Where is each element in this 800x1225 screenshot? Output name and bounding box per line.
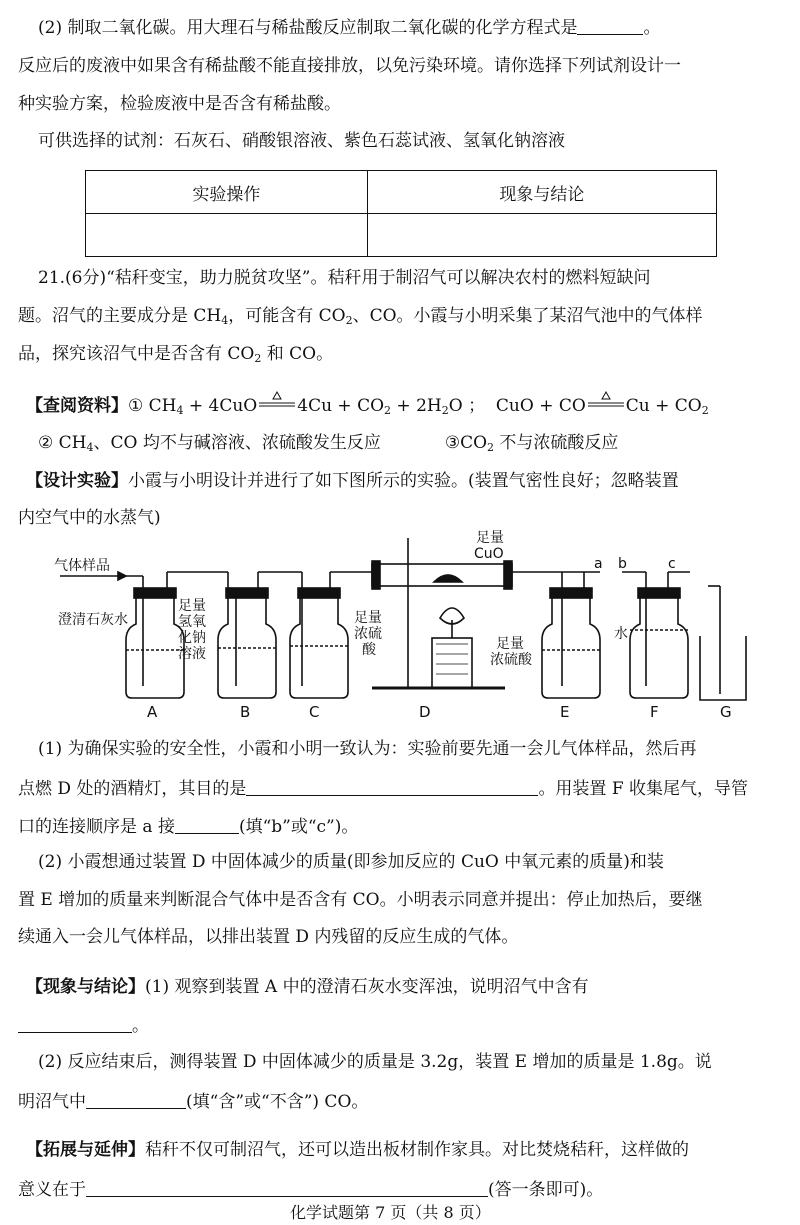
- heat-arrow-2: [586, 397, 626, 411]
- letter-b: B: [240, 703, 251, 721]
- extension-line1: 【拓展与延伸】秸秆不仅可制沼气，还可以造出板材制作家具。对比焚烧秸秆，这样做的: [26, 1140, 689, 1160]
- port-c: c: [668, 556, 676, 572]
- letter-e: E: [560, 703, 570, 721]
- table-header-result: 现象与结论: [367, 171, 716, 214]
- label-limewater: 澄清石灰水: [58, 612, 128, 628]
- label-naoh-1: 足量: [178, 598, 206, 614]
- conclusion-line1-blank: 。: [18, 1016, 149, 1035]
- info-line2: ② $CH_4$、CO 均不与碱溶液、浓硫酸发生反应 $③CO_2$ 不与浓硫酸反应: [38, 433, 619, 454]
- letter-g: G: [720, 703, 732, 721]
- q20-2-line3: 种实验方案，检验废液中是否含有稀盐酸。: [18, 94, 341, 114]
- label-gas-in: 气体样品: [54, 558, 110, 574]
- port-b: b: [618, 556, 627, 572]
- answer-blank-gas[interactable]: [18, 1016, 132, 1033]
- answer-blank-port[interactable]: [175, 817, 239, 834]
- conclusion-tag: 【现象与结论】: [26, 977, 145, 997]
- bottle-f: [622, 572, 690, 698]
- bottle-c: [290, 572, 348, 698]
- letter-f: F: [650, 703, 659, 721]
- page-footer: 化学试题第 7 页（共 8 页）: [290, 1203, 491, 1222]
- apparatus-figure: [0, 528, 800, 728]
- conclusion-line2: (2) 反应结束后，测得装置 D 中固体减少的质量是 3.2g，装置 E 增加的质量是 1.8g。说: [38, 1052, 712, 1072]
- reagent-list: 可供选择的试剂：石灰石、硝酸银溶液、紫色石蕊试液、氢氧化钠溶液: [38, 131, 565, 151]
- q21-line1: 21.(6分)“秸秆变宝，助力脱贫攻坚”。秸秆用于制沼气可以解决农村的燃料短缺问: [38, 268, 651, 288]
- label-h2so4-c-3: 酸: [362, 642, 376, 658]
- answer-blank-purpose[interactable]: [246, 779, 538, 796]
- heat-arrow-1: [257, 397, 297, 411]
- conclusion-line1: 【现象与结论】(1) 观察到装置 A 中的澄清石灰水变浑浊，说明沼气中含有: [26, 977, 589, 997]
- design-line2: 内空气中的水蒸气): [18, 508, 161, 528]
- letter-c: C: [309, 703, 320, 721]
- label-naoh-2: 氢氧: [178, 614, 206, 630]
- bottle-e: [542, 572, 600, 698]
- extension-line2: 意义在于 (答一条即可)。: [18, 1180, 604, 1200]
- table-cell-operation-answer[interactable]: [86, 214, 368, 257]
- alcohol-lamp: [432, 608, 472, 688]
- label-naoh-4: 溶液: [178, 646, 206, 662]
- reaction-tube-d: [372, 561, 512, 589]
- extension-tag: 【拓展与延伸】: [26, 1140, 145, 1160]
- label-cuo-2: CuO: [474, 546, 504, 562]
- label-naoh-3: 化钠: [178, 630, 206, 646]
- q21-line2: 题。沼气的主要成分是 $CH_4$，可能含有 $CO_2$、CO。小霞与小明采集了某沼气池中的气体样: [18, 306, 703, 327]
- part2-line2: 置 E 增加的质量来判断混合气体中是否含有 CO。小明表示同意并提出：停止加热后，要继: [18, 890, 703, 910]
- answer-blank-significance[interactable]: [86, 1180, 488, 1197]
- conclusion-line3: 明沼气中 (填“含”或“不含”) CO。: [18, 1092, 369, 1112]
- q20-2-line2: 反应后的废液中如果含有稀盐酸不能直接排放，以免污染环境。请你选择下列试剂设计一: [18, 56, 681, 76]
- part2-line1: (2) 小霞想通过装置 D 中固体减少的质量(即参加反应的 CuO 中氧元素的质量)和装: [38, 852, 664, 872]
- bottle-a: [126, 572, 184, 698]
- arrow-head-icon: [118, 572, 126, 580]
- beaker-g: [700, 586, 746, 700]
- label-water: 水: [614, 626, 628, 642]
- label-h2so4-c-1: 足量: [354, 610, 382, 626]
- q20-2-line1: (2) 制取二氧化碳。用大理石与稀盐酸反应制取二氧化碳的化学方程式是 。: [38, 18, 661, 38]
- label-h2so4-e-2: 浓硫酸: [490, 652, 532, 668]
- part1-line3: 口的连接顺序是 a 接 (填“b”或“c”)。: [18, 817, 359, 837]
- part2-line3: 续通入一会儿气体样品，以排出装置 D 内残留的反应生成的气体。: [18, 927, 519, 947]
- bottle-b: [218, 572, 276, 698]
- part1-line1: (1) 为确保实验的安全性，小霞和小明一致认为：实验前要先通一会儿气体样品，然后再: [38, 739, 697, 759]
- port-a: a: [594, 556, 603, 572]
- apparatus-letters: [147, 703, 732, 721]
- design-line1: 【设计实验】小霞与小明设计并进行了如下图所示的实验。(装置气密性良好；忽略装置: [26, 471, 679, 491]
- label-h2so4-c-2: 浓硫: [354, 626, 382, 642]
- design-tag: 【设计实验】: [26, 471, 128, 491]
- letter-d: D: [419, 703, 431, 721]
- experiment-table: [85, 170, 717, 257]
- figure-labels: [54, 530, 676, 668]
- label-cuo-1: 足量: [476, 530, 504, 546]
- table-header-operation: 实验操作: [86, 171, 368, 214]
- label-h2so4-e-1: 足量: [496, 636, 524, 652]
- answer-blank-equation[interactable]: [577, 18, 643, 35]
- info-tag: 【查阅资料】: [26, 396, 128, 416]
- part1-line2: 点燃 D 处的酒精灯，其目的是 。用装置 F 收集尾气，导管: [18, 779, 749, 799]
- q21-line3: 品，探究该沼气中是否含有 $CO_2$ 和 CO。: [18, 344, 334, 365]
- info-line1: 【查阅资料】① $CH_4 + 4CuO$ $4Cu + CO_2 + 2H_2O$ ； CuO + CO $Cu + CO_2$: [26, 397, 709, 416]
- table-cell-result-answer[interactable]: [367, 214, 716, 257]
- letter-a: A: [147, 703, 158, 721]
- answer-blank-co[interactable]: [86, 1092, 186, 1109]
